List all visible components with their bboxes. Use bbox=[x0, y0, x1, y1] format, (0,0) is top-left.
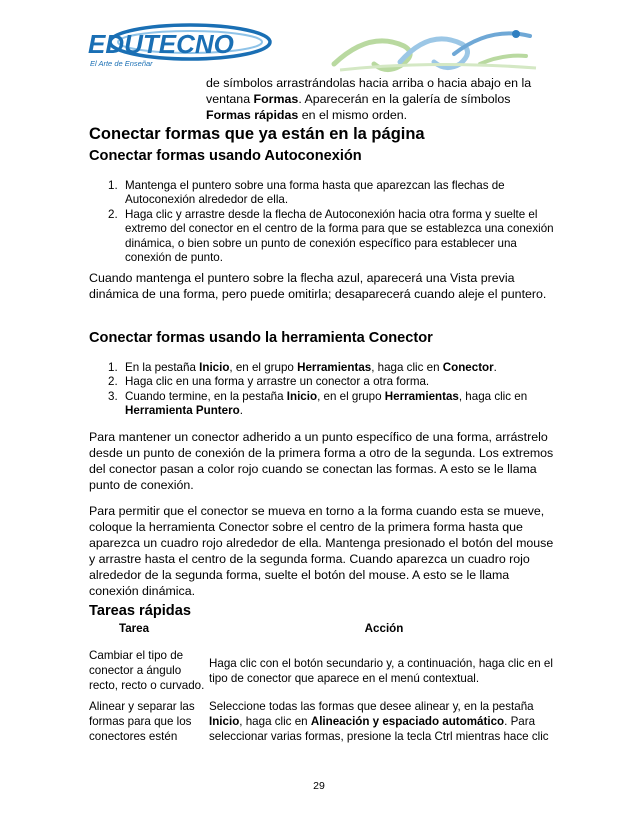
list-item: 1. En la pestaña Inicio, en el grupo Herramientas, haga clic en Conector. bbox=[108, 361, 497, 374]
edutecno-logo bbox=[86, 22, 272, 70]
quick-tasks-table bbox=[89, 621, 559, 750]
column-header-task: Tarea bbox=[119, 622, 150, 635]
subsection-conector-title: Conectar formas usando la herramienta Conector bbox=[89, 330, 433, 346]
action-cell: Haga clic con el botón secundario y, a continuación, haga clic en el tipo de conector que aparece en el menú contextual. bbox=[209, 656, 553, 685]
conector-paragraph-2: Para permitir que el conector se mueva en torno a la forma cuando esta se mueve, coloque la herramienta Conector sobre el centro de la primera forma hasta que aparezca un cuadro rojo alrededor de ella. Mantenga presionado el botón del mouse y arrastre hasta el centro de la segunda forma. Cuando aparezca un cuadro rojo alrededor de la segunda forma, suelte el botón del mouse. A esto se le llama conexión dinámica. bbox=[89, 504, 554, 598]
list-item: 3. Cuando termine, en la pestaña Inicio, en el grupo Herramientas, haga clic en Herramienta Puntero. bbox=[108, 389, 528, 418]
autoconexion-paragraph: Cuando mantenga el puntero sobre la flecha azul, aparecerá una Vista previa dinámica de una forma, pero puede omitirla; desaparecerá cuando aleje el puntero. bbox=[89, 271, 547, 301]
table-row bbox=[89, 699, 559, 750]
page-number: 29 bbox=[313, 780, 325, 792]
column-header-action: Acción bbox=[364, 622, 404, 635]
quick-tasks-title: Tareas rápidas bbox=[89, 603, 191, 619]
intro-paragraph: de símbolos arrastrándolas hacia arriba o hacia abajo en la ventana Formas. Aparecerán en la galería de símbolos Formas rápidas en el mismo orden. bbox=[206, 76, 532, 122]
list-item: 1. Mantenga el puntero sobre una forma hasta que aparezcan las flechas de Autoconexión alrededor de ella. bbox=[108, 179, 505, 207]
table-row bbox=[89, 648, 559, 699]
subsection-autoconexion-title: Conectar formas usando Autoconexión bbox=[89, 148, 362, 164]
task-cell: Cambiar el tipo de conector a ángulo recto, recto o curvado. bbox=[89, 649, 205, 692]
section-title: Conectar formas que ya están en la página bbox=[89, 125, 425, 143]
decorative-logo bbox=[330, 24, 542, 76]
autoconexion-steps bbox=[89, 179, 559, 265]
logo-wordmark: EDUTECNO bbox=[88, 29, 234, 59]
list-item: 2. Haga clic y arrastre desde la flecha de Autoconexión hacia otra forma y suelte el extremo del conector en el centro de la forma para que se establezca una conexión dinámica, o bien sobre un punto de conexión específico para establecer una conexión de punto. bbox=[108, 207, 554, 265]
logo-tagline: El Arte de Enseñar bbox=[90, 59, 153, 68]
table-header-row bbox=[89, 621, 559, 648]
conector-steps bbox=[89, 361, 559, 419]
list-item: 2. Haga clic en una forma y arrastre un conector a otra forma. bbox=[108, 375, 430, 389]
action-cell: Seleccione todas las formas que desee alinear y, en la pestaña Inicio, haga clic en Alineación y espaciado automático. Para seleccionar varias formas, presione la tecla Ctrl mientras hace clic bbox=[209, 700, 549, 743]
conector-paragraph-1: Para mantener un conector adherido a un punto específico de una forma, arrástrelo desde un punto de conexión de la primera forma a otro de la segunda. Los extremos del conector pasan a color rojo cuando se conectan las formas. A esto se le llama punto de conexión. bbox=[89, 430, 554, 492]
task-cell: Alinear y separar las formas para que los conectores estén bbox=[89, 700, 195, 743]
